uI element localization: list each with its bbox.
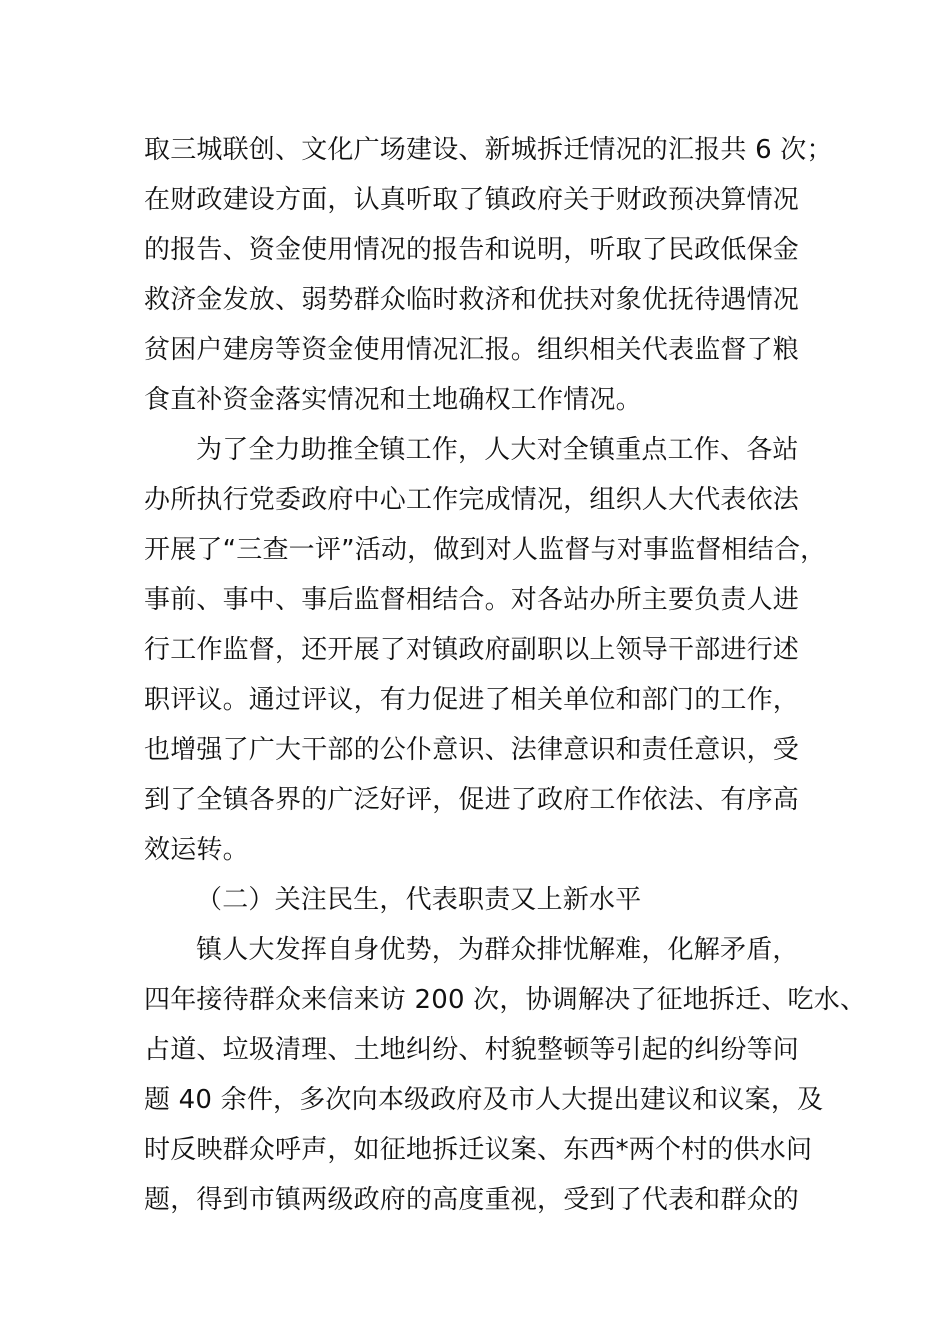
- text-line: 职评议。通过评议，有力促进了相关单位和部门的工作，: [144, 685, 800, 715]
- text-line: 事前、事中、事后监督相结合。对各站办所主要负责人进: [144, 585, 800, 615]
- text-line: 占道、垃圾清理、土地纠纷、村貌整顿等引起的纠纷等问: [144, 1035, 800, 1065]
- text-line: 行工作监督，还开展了对镇政府副职以上领导干部进行述: [144, 635, 800, 665]
- text-line: 时反映群众呼声，如征地拆迁议案、东西*两个村的供水问: [144, 1135, 813, 1165]
- section-heading: （二）关注民生，代表职责又上新水平: [196, 885, 642, 915]
- text-line: 食直补资金落实情况和土地确权工作情况。: [144, 385, 642, 415]
- paragraph-first-line: 镇人大发挥自身优势，为群众排忧解难，化解矛盾，: [196, 935, 799, 965]
- text-line: 的报告、资金使用情况的报告和说明，听取了民政低保金: [144, 235, 800, 265]
- text-line: 也增强了广大干部的公仆意识、法律意识和责任意识，受: [144, 735, 800, 765]
- text-line: 题，得到市镇两级政府的高度重视，受到了代表和群众的: [144, 1185, 800, 1215]
- text-line: 取三城联创、文化广场建设、新城拆迁情况的汇报共 6 次；: [144, 135, 833, 165]
- text-line: 效运转。: [144, 835, 249, 865]
- text-line: 开展了“三查一评”活动，做到对人监督与对事监督相结合，: [144, 535, 827, 565]
- text-line: 到了全镇各界的广泛好评，促进了政府工作依法、有序高: [144, 785, 800, 815]
- text-line: 四年接待群众来信来访 200 次，协调解决了征地拆迁、吃水、: [144, 985, 867, 1015]
- text-line: 救济金发放、弱势群众临时救济和优扶对象优抚待遇情况: [144, 285, 800, 315]
- text-line: 题 40 余件，多次向本级政府及市人大提出建议和议案，及: [144, 1085, 824, 1115]
- text-line: 在财政建设方面，认真听取了镇政府关于财政预决算情况: [144, 185, 800, 215]
- text-line: 贫困户建房等资金使用情况汇报。组织相关代表监督了粮: [144, 335, 800, 365]
- paragraph-first-line: 为了全力助推全镇工作，人大对全镇重点工作、各站: [196, 435, 799, 465]
- text-line: 办所执行党委政府中心工作完成情况，组织人大代表依法: [144, 485, 800, 515]
